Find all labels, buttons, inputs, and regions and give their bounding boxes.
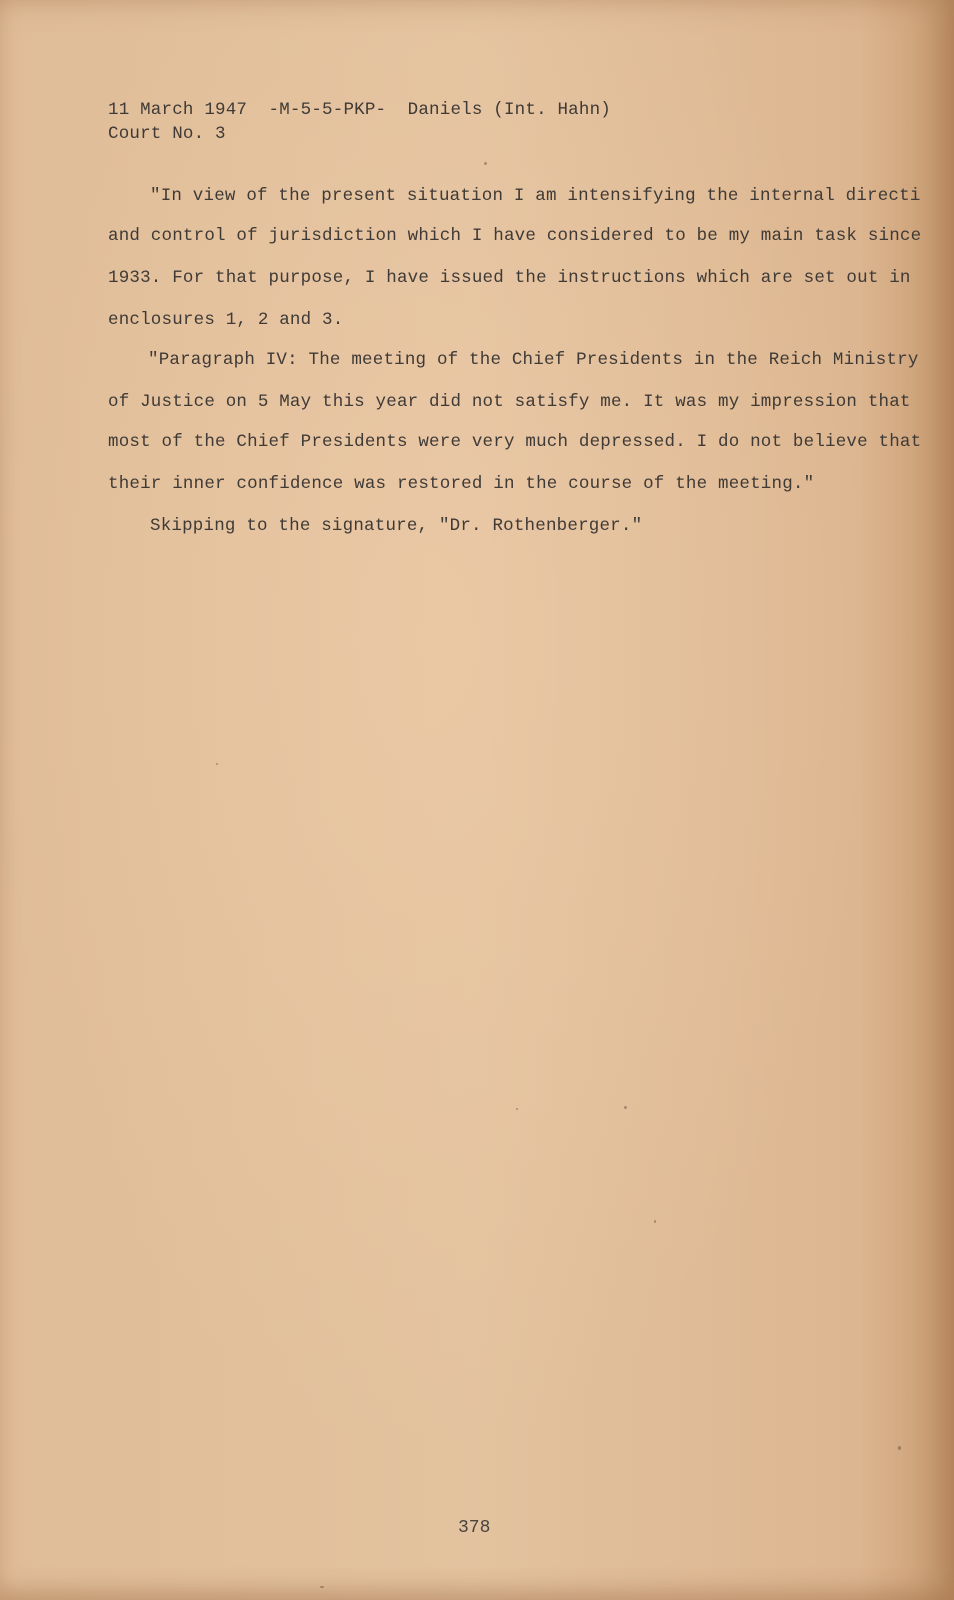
header-date-line: 11 March 1947 -M-5-5-PKP- Daniels (Int. Hahn) bbox=[108, 100, 611, 120]
body-line-4: enclosures 1, 2 and 3. bbox=[108, 310, 344, 330]
paper-speck bbox=[484, 162, 487, 165]
paper-speck bbox=[654, 1220, 656, 1223]
paper-speck bbox=[216, 763, 218, 765]
body-line-3: 1933. For that purpose, I have issued the instructions which are set out in bbox=[108, 268, 911, 288]
paper-speck bbox=[320, 1586, 324, 1588]
header-court-line: Court No. 3 bbox=[108, 124, 226, 144]
body-line-7: most of the Chief Presidents were very much depressed. I do not believe that bbox=[108, 432, 922, 452]
paper-speck bbox=[516, 1108, 518, 1110]
body-line-5: "Paragraph IV: The meeting of the Chief Presidents in the Reich Ministry bbox=[148, 350, 919, 370]
page-number: 378 bbox=[458, 1518, 491, 1538]
paper-speck bbox=[624, 1106, 627, 1109]
body-line-9: Skipping to the signature, "Dr. Rothenberger." bbox=[150, 516, 643, 536]
body-line-1: "In view of the present situation I am intensifying the internal directi bbox=[150, 186, 921, 206]
body-line-6: of Justice on 5 May this year did not satisfy me. It was my impression that bbox=[108, 392, 911, 412]
body-line-8: their inner confidence was restored in the course of the meeting." bbox=[108, 474, 815, 494]
paper-speck bbox=[898, 1446, 901, 1450]
body-line-2: and control of jurisdiction which I have considered to be my main task since bbox=[108, 226, 922, 246]
